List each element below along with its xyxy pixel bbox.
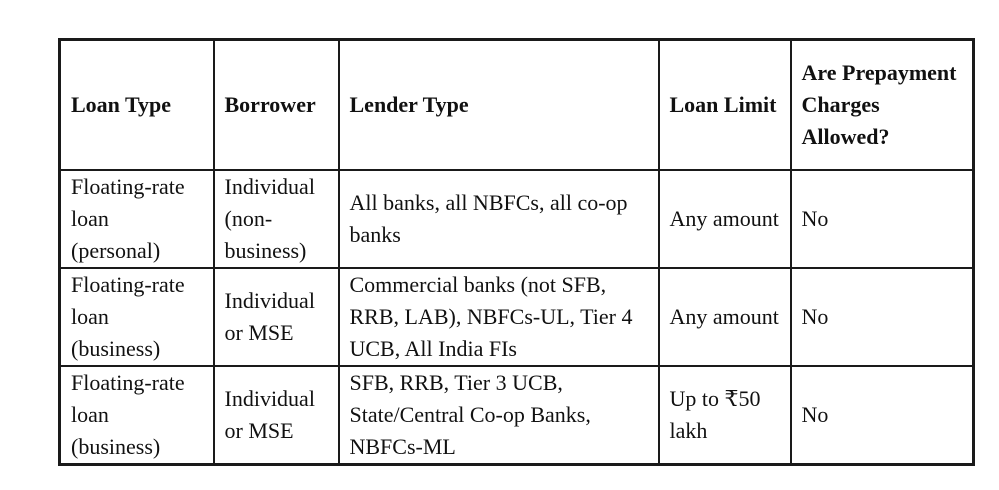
header-prepayment-charges: Are Prepayment Charges Allowed? — [791, 40, 974, 171]
header-loan-type: Loan Type — [60, 40, 214, 171]
cell-lender-type: All banks, all NBFCs, all co-op banks — [339, 170, 659, 268]
cell-loan-limit: Any amount — [659, 170, 791, 268]
table-row — [60, 366, 974, 465]
cell-prepayment: No — [791, 170, 974, 268]
header-lender-type: Lender Type — [339, 40, 659, 171]
cell-loan-type: Floating-rate loan (business) — [60, 268, 214, 366]
cell-borrower: Individual or MSE — [214, 366, 339, 465]
cell-loan-limit: Up to ₹50 lakh — [659, 366, 791, 465]
header-loan-limit: Loan Limit — [659, 40, 791, 171]
header-borrower: Borrower — [214, 40, 339, 171]
table-row — [60, 170, 974, 268]
cell-prepayment: No — [791, 366, 974, 465]
cell-lender-type: SFB, RRB, Tier 3 UCB, State/Central Co-op Banks, NBFCs-ML — [339, 366, 659, 465]
cell-lender-type: Commercial banks (not SFB, RRB, LAB), NBFCs-UL, Tier 4 UCB, All India FIs — [339, 268, 659, 366]
cell-borrower: Individual or MSE — [214, 268, 339, 366]
cell-loan-limit: Any amount — [659, 268, 791, 366]
cell-loan-type: Floating-rate loan (personal) — [60, 170, 214, 268]
cell-borrower: Individual (non-business) — [214, 170, 339, 268]
cell-prepayment: No — [791, 268, 974, 366]
table-header-row — [60, 40, 974, 171]
loan-prepayment-table — [58, 38, 975, 466]
cell-loan-type: Floating-rate loan (business) — [60, 366, 214, 465]
table-row — [60, 268, 974, 366]
